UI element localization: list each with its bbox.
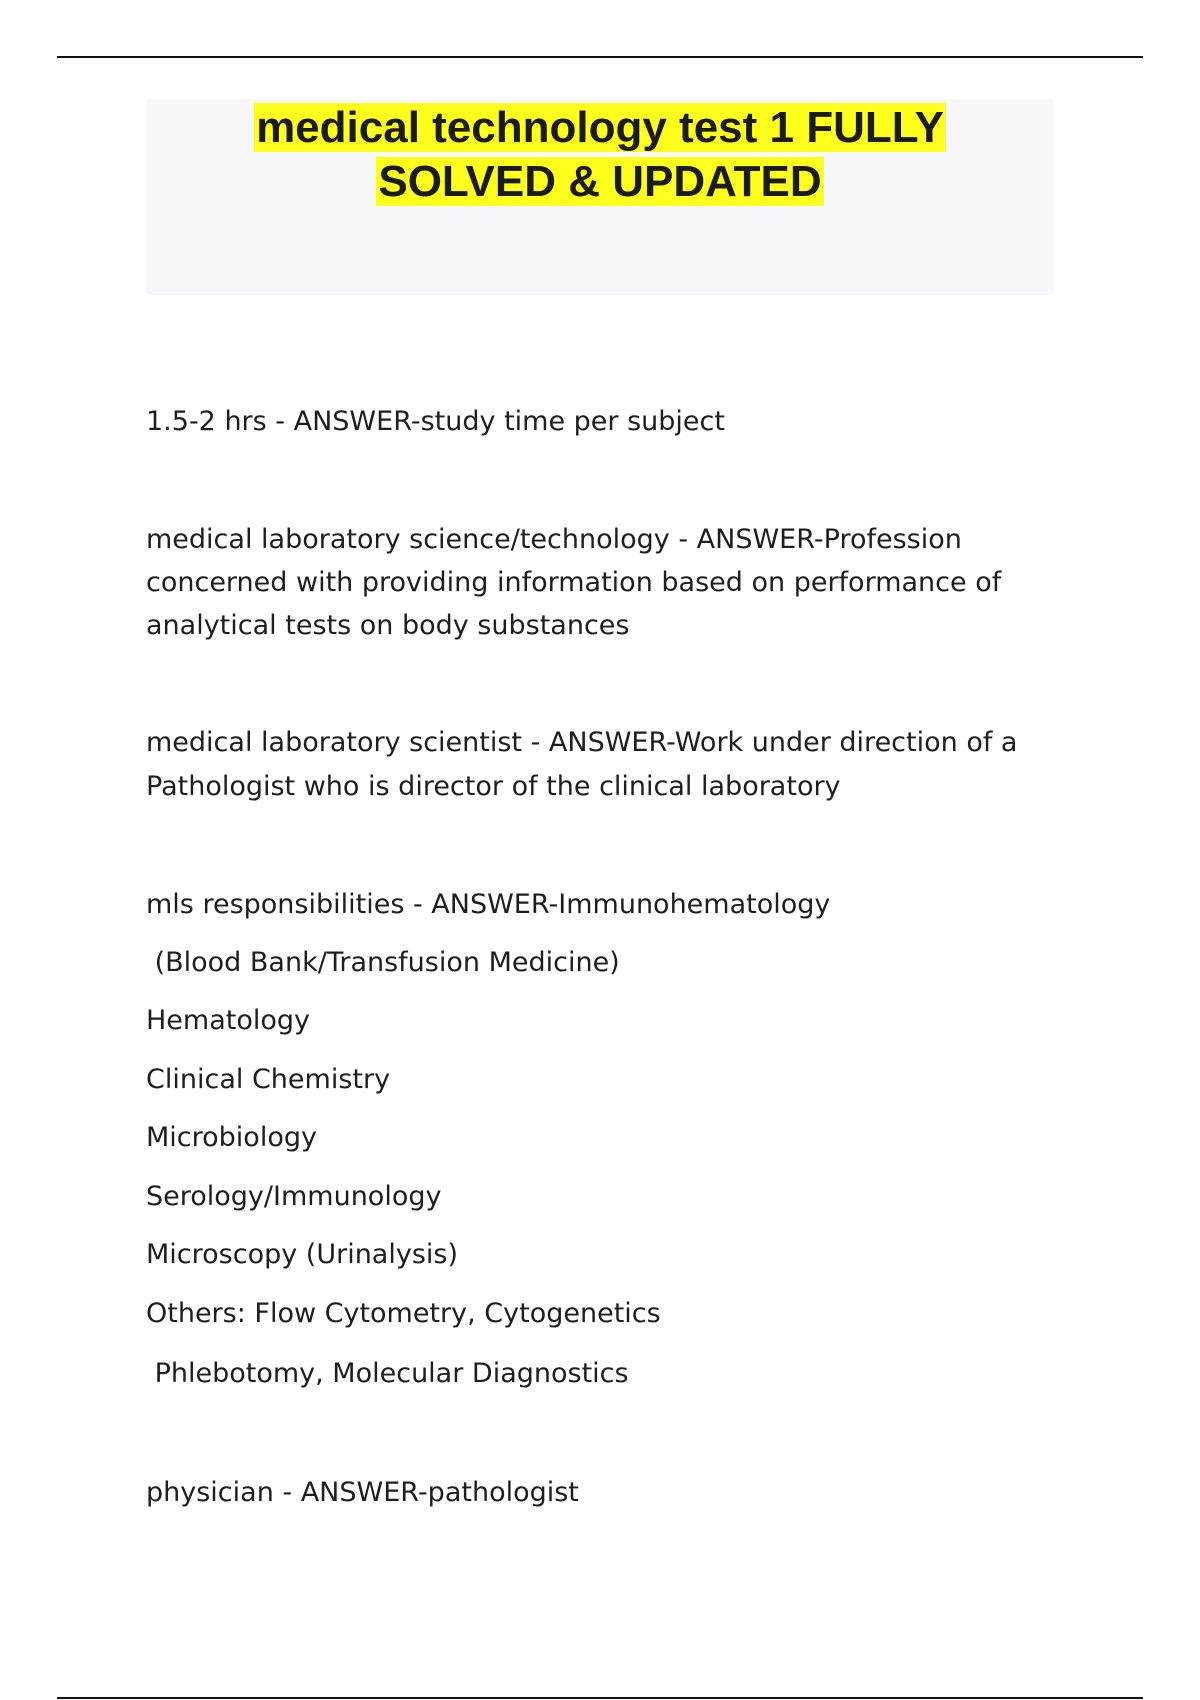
entry-line: Serology/Immunology	[146, 1181, 442, 1212]
title-line-2: SOLVED & UPDATED	[378, 157, 822, 206]
entry-line: 1.5-2 hrs - ANSWER-study time per subject	[146, 406, 725, 437]
entry-line: Clinical Chemistry	[146, 1064, 391, 1095]
entry-line: Microscopy (Urinalysis)	[146, 1239, 459, 1270]
title-line-1: medical technology test 1 FULLY	[256, 103, 944, 152]
entry-line: medical laboratory science/technology - ANSWER-Profession	[146, 524, 962, 555]
entry-line: medical laboratory scientist - ANSWER-Work under direction of a	[146, 727, 1018, 758]
entry-study-time	[146, 400, 1046, 443]
entry-line: mls responsibilities - ANSWER-Immunohematology	[146, 889, 831, 920]
entry-line: Microbiology	[146, 1122, 317, 1153]
entry-line: Hematology	[146, 1005, 311, 1036]
entry-line: physician - ANSWER-pathologist	[146, 1477, 579, 1508]
entry-physician	[146, 1471, 1046, 1514]
title-banner	[146, 99, 1054, 295]
entry-line: (Blood Bank/Transfusion Medicine)	[146, 947, 620, 978]
entry-line: Phlebotomy, Molecular Diagnostics	[146, 1358, 629, 1389]
entry-mls-responsibilities	[146, 883, 1046, 1395]
bottom-rule	[57, 1697, 1143, 1699]
entry-line: analytical tests on body substances	[146, 610, 630, 641]
entry-mls-scientist	[146, 721, 1046, 808]
entry-line: Others: Flow Cytometry, Cytogenetics	[146, 1298, 661, 1329]
entry-line: Pathologist who is director of the clinical laboratory	[146, 771, 841, 802]
entry-mls-definition	[146, 518, 1046, 647]
top-rule	[57, 56, 1143, 58]
document-title	[146, 99, 1054, 209]
entry-line: concerned with providing information based on performance of	[146, 567, 1002, 598]
